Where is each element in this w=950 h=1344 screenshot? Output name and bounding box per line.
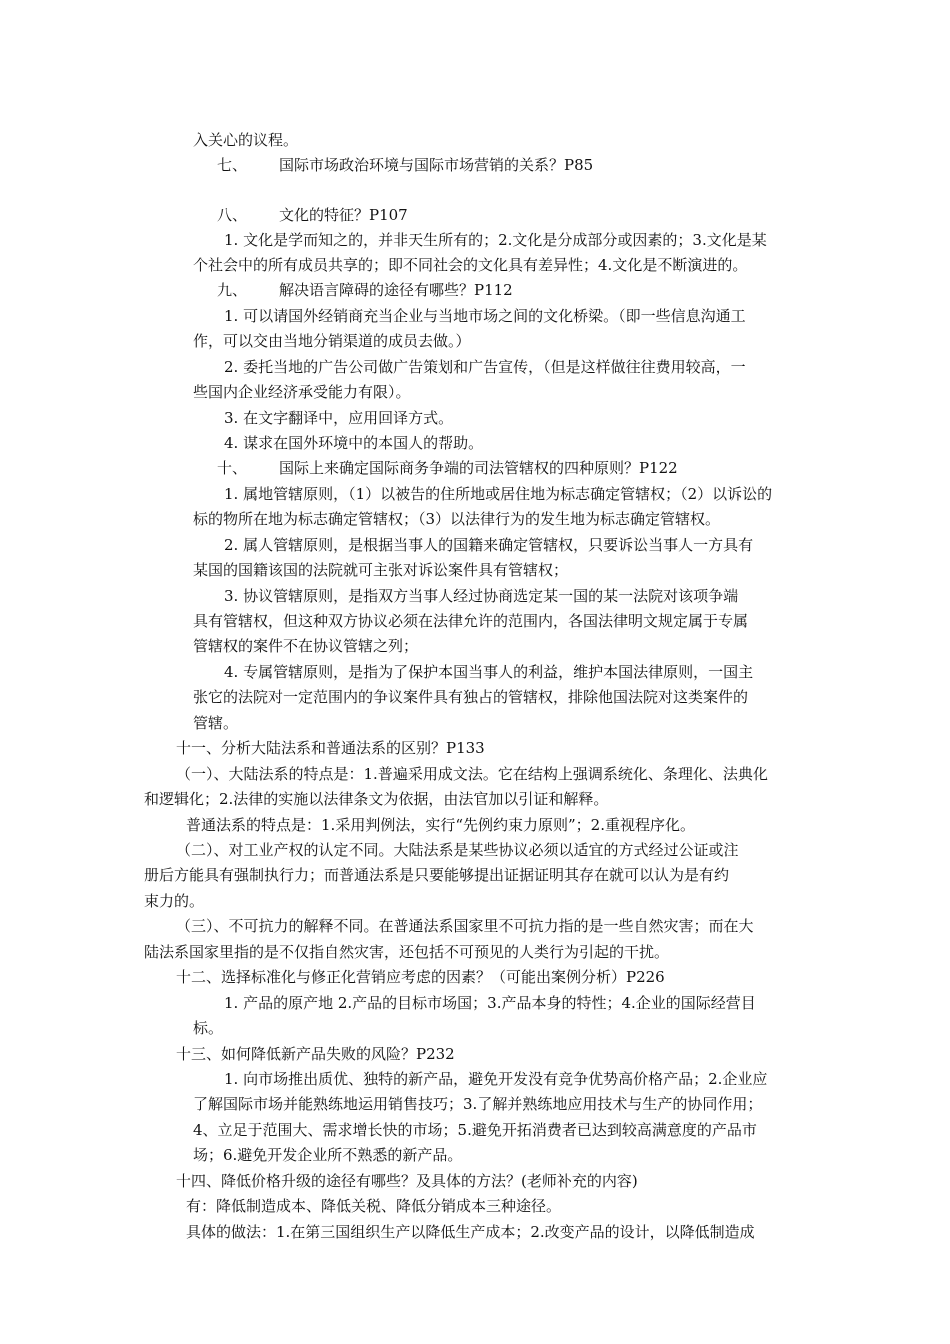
- text-line: （三）、不可抗力的解释不同。在普通法系国家里不可抗力指的是一些自然灾害；而在大: [176, 917, 754, 935]
- question-text: 文化的特征？P107: [279, 206, 408, 224]
- question-heading: [217, 456, 678, 482]
- section-heading: 十一、分析大陆法系和普通法系的区别？P133: [176, 739, 485, 757]
- text-line: 有：降低制造成本、降低关税、降低分销成本三种途径。: [186, 1197, 562, 1215]
- text-line: 个社会中的所有成员共享的；即不同社会的文化具有差异性；4.文化是不断演进的。: [193, 256, 748, 274]
- text-line: 2. 委托当地的广告公司做广告策划和广告宣传，（但是这样做往往费用较高，一: [224, 358, 746, 376]
- question-heading: [217, 278, 513, 304]
- text-line: 陆法系国家里指的是不仅指自然灾害，还包括不可预见的人类行为引起的干扰。: [144, 943, 670, 961]
- question-number: 九、: [217, 281, 248, 299]
- text-line: 张它的法院对一定范围内的争议案件具有独占的管辖权，排除他国法院对这类案件的: [193, 688, 749, 706]
- question-number: 七、: [217, 156, 248, 174]
- text-line: 管辖。: [193, 714, 239, 732]
- text-line: 3. 在文字翻译中，应用回译方式。: [224, 409, 454, 427]
- question-number: 八、: [217, 206, 248, 224]
- text-line: 1. 向市场推出质优、独特的新产品，避免开发没有竞争优势高价格产品；2.企业应: [224, 1070, 768, 1088]
- text-line: 1. 可以请国外经销商充当企业与当地市场之间的文化桥梁。（即一些信息沟通工: [224, 307, 746, 325]
- text-line: 束力的。: [144, 892, 205, 910]
- text-line: 2. 属人管辖原则，是根据当事人的国籍来确定管辖权，只要诉讼当事人一方具有: [224, 536, 754, 554]
- text-line: 作，可以交由当地分销渠道的成员去做。）: [193, 332, 471, 350]
- text-line: （二）、对工业产权的认定不同。大陆法系是某些协议必须以适宜的方式经过公证或注: [176, 841, 739, 859]
- question-heading: [217, 153, 593, 179]
- text-line: 4. 谋求在国外环境中的本国人的帮助。: [224, 434, 484, 452]
- question-text: 国际市场政治环境与国际市场营销的关系？P85: [279, 156, 594, 174]
- section-heading: 十四、降低价格升级的途径有哪些？及具体的方法？(老师补充的内容): [176, 1172, 638, 1190]
- text-line: 4. 专属管辖原则，是指为了保护本国当事人的利益，维护本国法律原则，一国主: [224, 663, 754, 681]
- text-line: 1. 产品的原产地 2.产品的目标市场国；3.产品本身的特性；4.企业的国际经营目: [224, 994, 756, 1012]
- text-line: （一）、大陆法系的特点是：1.普遍采用成文法。它在结构上强调系统化、条理化、法典化: [176, 765, 768, 783]
- text-line: 管辖权的案件不在协议管辖之列；: [193, 637, 419, 655]
- section-heading: 十三、如何降低新产品失败的风险？P232: [176, 1045, 455, 1063]
- text-line: 普通法系的特点是：1.采用判例法，实行“先例约束力原则”；2.重视程序化。: [186, 816, 695, 834]
- text-line: 册后方能具有强制执行力；而普通法系是只要能够提出证据证明其存在就可以认为是有约: [144, 866, 730, 884]
- text-line: 1. 文化是学而知之的，并非天生所有的；2.文化是分成部分或因素的；3.文化是某: [224, 231, 767, 249]
- text-line: 某国的国籍该国的法院就可主张对诉讼案件具有管辖权；: [193, 561, 569, 579]
- text-line: 1. 属地管辖原则，（1）以被告的住所地或居住地为标志确定管辖权；（2）以诉讼的: [224, 485, 773, 503]
- question-text: 国际上来确定国际商务争端的司法管辖权的四种原则？P122: [279, 459, 678, 477]
- text-line: 和逻辑化；2.法律的实施以法律条文为依据，由法官加以引证和解释。: [144, 790, 609, 808]
- question-number: 十、: [217, 459, 248, 477]
- text-line: 具有管辖权，但这种双方协议必须在法律允许的范围内，各国法律明文规定属于专属: [193, 612, 749, 630]
- text-line: 入关心的议程。: [193, 131, 299, 149]
- text-line: 具体的做法：1.在第三国组织生产以降低生产成本；2.改变产品的设计，以降低制造成: [186, 1223, 755, 1241]
- question-text: 解决语言障碍的途径有哪些？P112: [279, 281, 513, 299]
- text-line: 标。: [193, 1019, 224, 1037]
- text-line: 4、立足于范围大、需求增长快的市场；5.避免开拓消费者已达到较高满意度的产品市: [193, 1121, 757, 1139]
- text-line: 3. 协议管辖原则，是指双方当事人经过协商选定某一国的某一法院对该项争端: [224, 587, 739, 605]
- text-line: 了解国际市场并能熟练地运用销售技巧；3.了解并熟练地应用技术与生产的协同作用；: [193, 1095, 763, 1113]
- text-line: 场；6.避免开发企业所不熟悉的新产品。: [193, 1146, 463, 1164]
- text-line: 标的物所在地为标志确定管辖权；（3）以法律行为的发生地为标志确定管辖权。: [193, 510, 721, 528]
- section-heading: 十二、选择标准化与修正化营销应考虑的因素？（可能出案例分析）P226: [176, 968, 665, 986]
- text-line: 些国内企业经济承受能力有限）。: [193, 383, 411, 401]
